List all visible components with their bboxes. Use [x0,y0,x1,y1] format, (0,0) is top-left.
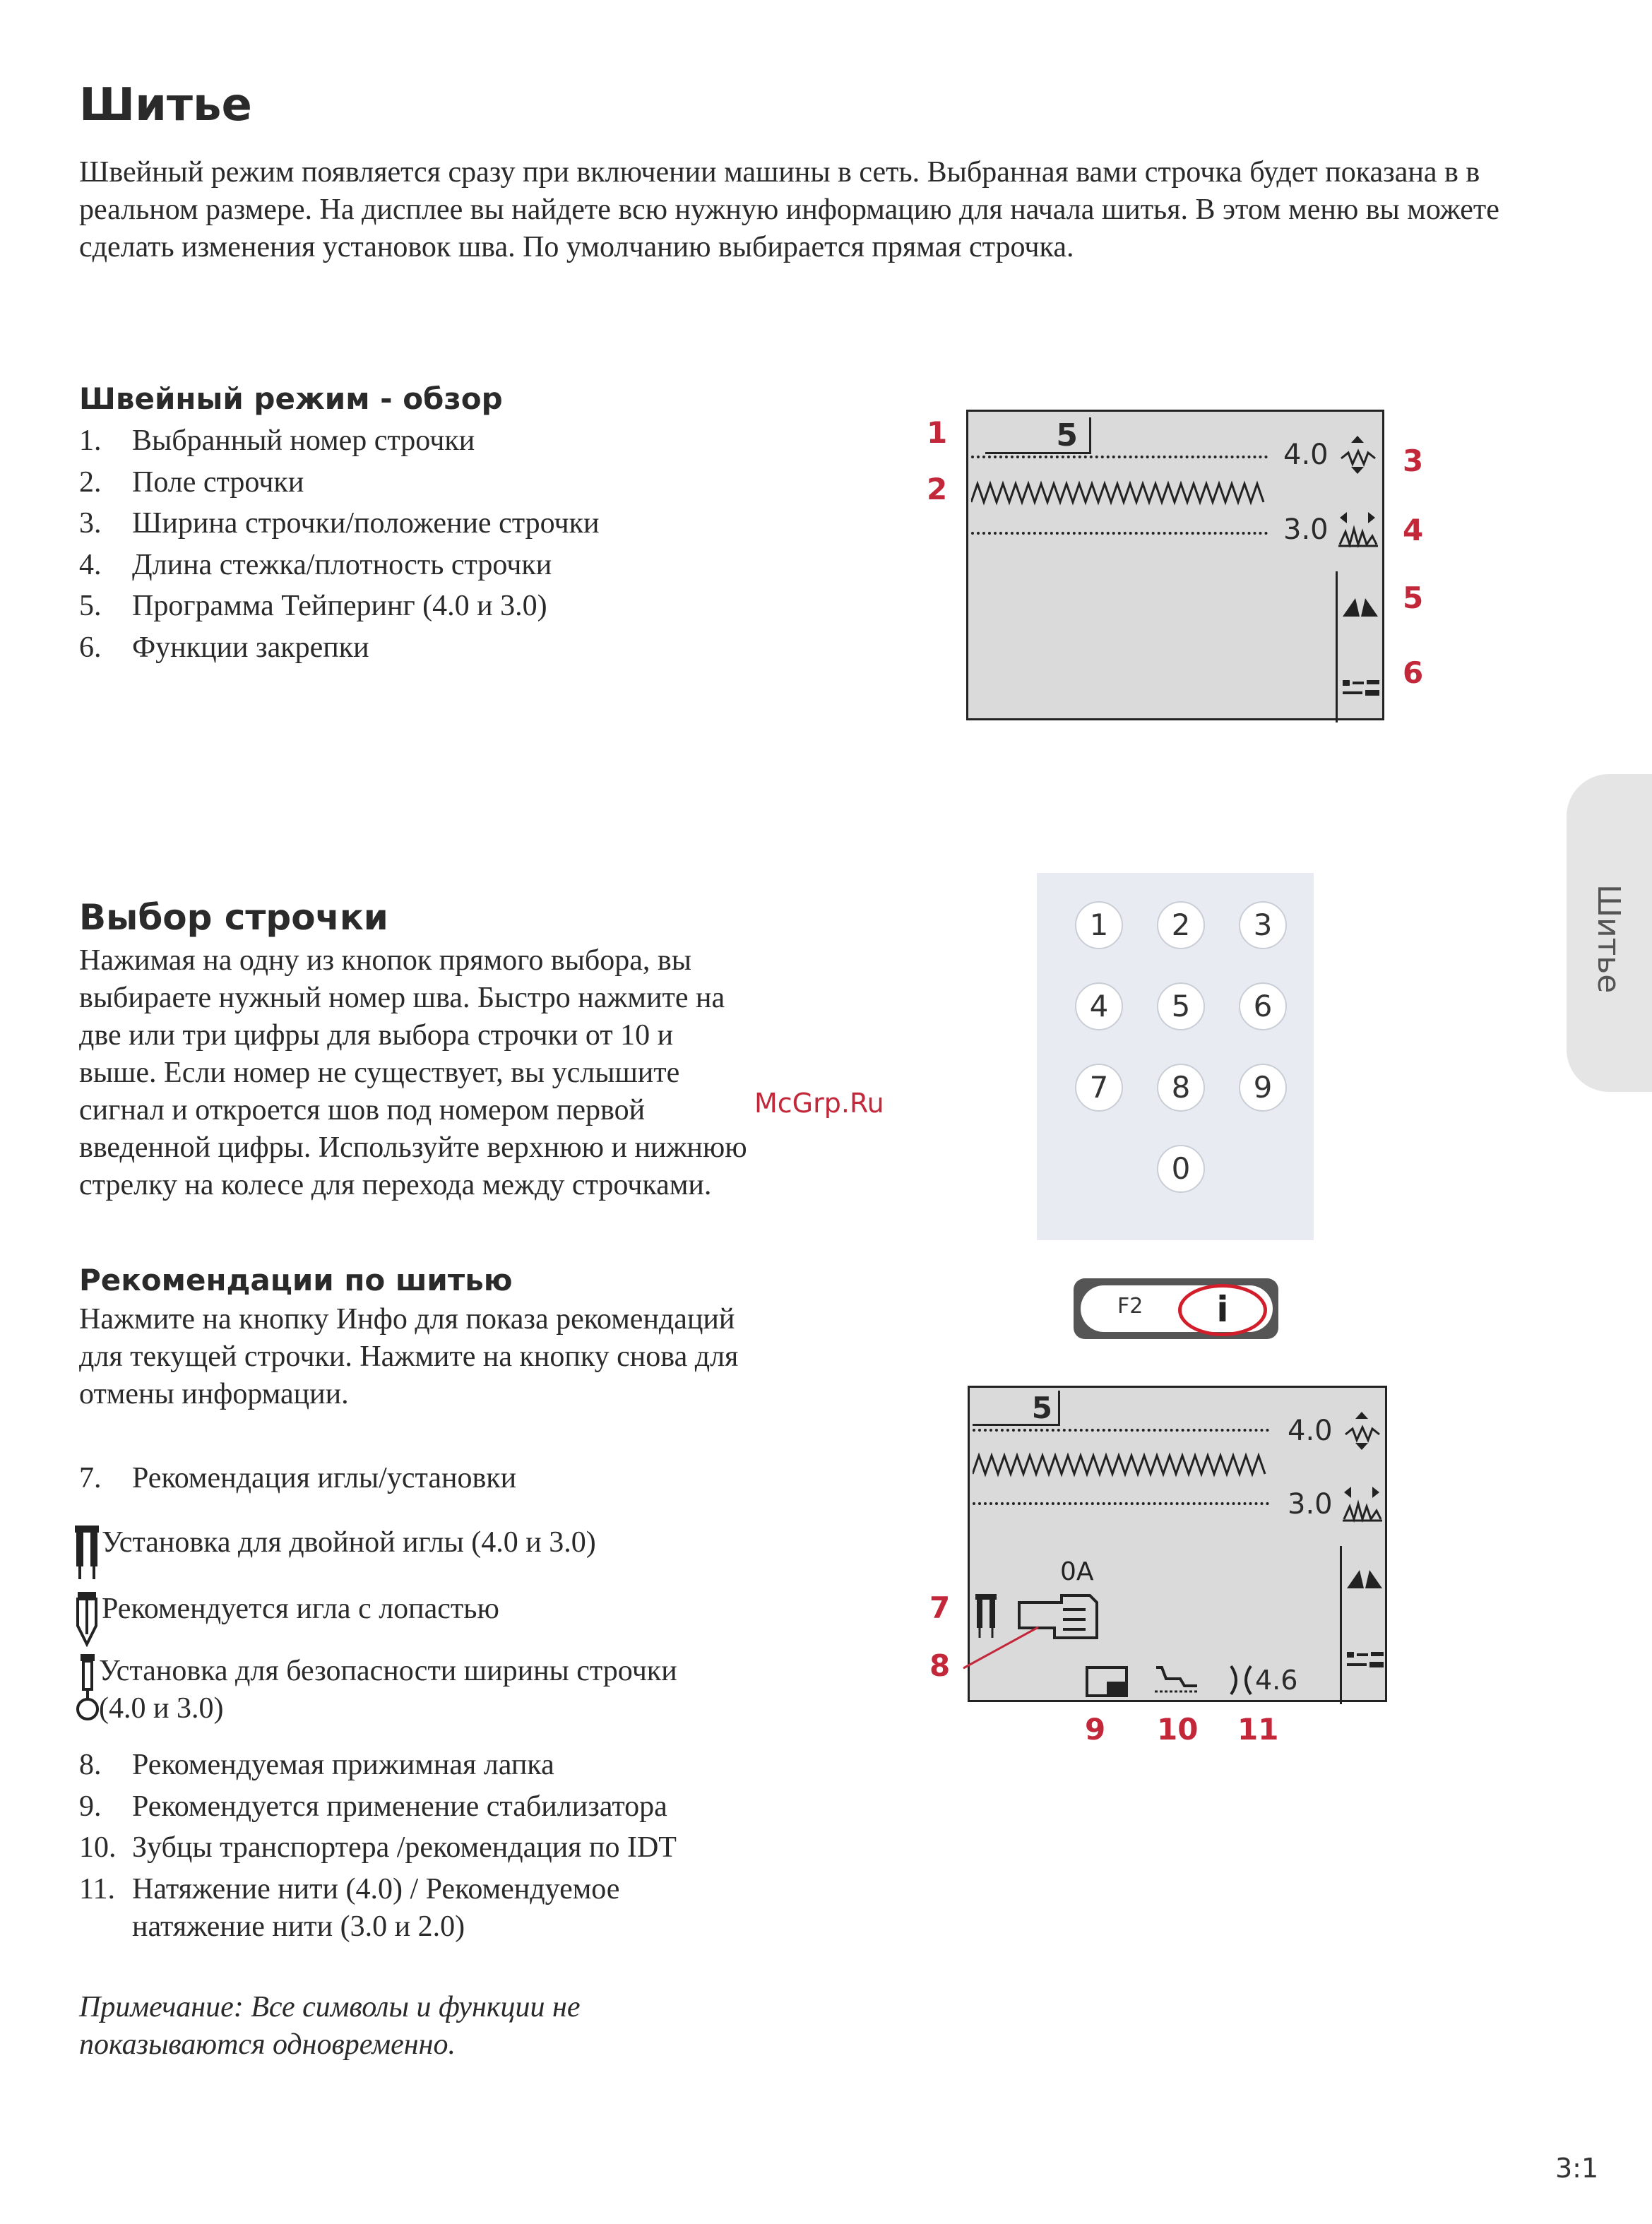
note-text: Примечание: Все символы и функции не показываются одновременно. [79,1991,581,2061]
recommendations-text: Нажмите на кнопку Инфо для показа рекомендаций для текущей строчки. Нажмите на кнопку снова для отмены информации. [79,1303,739,1410]
info-button[interactable] [1178,1284,1267,1336]
key-2[interactable]: 2 [1157,901,1205,949]
key-4[interactable]: 4 [1075,982,1123,1030]
length-density-icon [1341,1482,1384,1525]
key-1[interactable]: 1 [1075,901,1123,949]
side-tab-label: Шитье [1591,884,1627,994]
overview-heading: Швейный режим - обзор [79,381,503,416]
stitch-length-value: 3.0 [1283,513,1329,546]
callout-11: 11 [1237,1712,1279,1747]
width-position-icon [1341,1409,1382,1453]
list-item: 7. Рекомендация иглы/установки [79,1462,517,1494]
callout-1: 1 [927,415,948,450]
page-title: Шитье [79,79,252,131]
list-item: 6. Функции закрепки [79,631,369,664]
selection-text: Нажимая на одну из кнопок прямого выбора, вы выбираете нужный номер шва. Быстро нажмите на две или три цифры для выбора строчки от 10 и выше. Если номер не существует, вы услышите сигнал и откроется шов под номером первой введенной цифры. Используйте верхнюю и нижнюю стрелку на колесе для перехода между строчками. [79,944,747,1201]
feed-dogs-icon [1152,1662,1201,1697]
key-9[interactable]: 9 [1239,1064,1287,1112]
number-keypad [1037,873,1314,1240]
callout-leader-line [961,1624,1045,1674]
stitch-number-box: 5 [985,417,1091,454]
list-item: 3. Ширина строчки/положение строчки [79,507,600,540]
list-item: 10. Зубцы транспортера /рекомендация по IDT [79,1831,677,1864]
key-5[interactable]: 5 [1157,982,1205,1030]
thread-tension-icon [1227,1663,1255,1699]
list-item: 8. Рекомендуемая прижимная лапка [79,1749,554,1781]
callout-3: 3 [1403,444,1424,478]
sewing-display-overview [966,410,1384,720]
callout-7: 7 [929,1590,951,1625]
page-number: 3:1 [1555,2153,1599,2184]
tie-off-icon [1341,674,1382,700]
stitch-width-value: 4.0 [1288,1415,1333,1447]
key-6[interactable]: 6 [1239,982,1287,1030]
f2-button[interactable]: F2 [1117,1294,1143,1319]
list-item: 4. Длина стежка/плотность строчки [79,548,552,581]
list-item: 1. Выбранный номер строчки [79,424,475,457]
overview-list [79,420,856,668]
stitch-number-box: 5 [973,1391,1060,1426]
recommendation-list [79,1744,856,1946]
callout-4: 4 [1403,513,1424,547]
tapering-icon [1341,594,1379,619]
key-7[interactable]: 7 [1075,1064,1123,1112]
stitch-length-value: 3.0 [1288,1488,1333,1521]
list-item: Рекомендуется игла с лопастью [73,1590,499,1647]
callout-8: 8 [929,1648,951,1683]
width-position-icon [1337,433,1378,477]
list-item: Установка для двойной иглы (4.0 и 3.0) [73,1524,596,1581]
key-8[interactable]: 8 [1157,1064,1205,1112]
presser-foot-label: 0A [1060,1557,1094,1586]
length-density-icon [1337,508,1379,550]
stitch-field-zigzag [971,480,1268,508]
list-item: 11. Натяжение нити (4.0) / Рекомендуемое натяжение нити (3.0 и 2.0) [79,1872,620,1943]
info-icon: i [1216,1289,1229,1330]
thread-tension-value: 4.6 [1255,1665,1298,1696]
list-item: Установка для безопасности ширины строчки (4.0 и 3.0) [73,1653,678,1728]
stitch-field-zigzag [973,1451,1269,1480]
intro-paragraph: Швейный режим появляется сразу при включении машины в сеть. Выбранная вами строчка будет показана в в реальном размере. На дисплее вы найдете всю нужную информацию для начала шитья. В этом меню вы можете сделать изменения установок шва. По умолчанию выбирается прямая строчка. [79,156,1499,263]
callout-2: 2 [927,472,948,506]
stitch-width-value: 4.0 [1283,439,1329,471]
stabilizer-icon [1084,1663,1129,1699]
f2-info-panel [1074,1278,1278,1339]
callout-9: 9 [1085,1712,1106,1747]
list-item: 9. Рекомендуется применение стабилизатора [79,1790,667,1823]
selection-heading: Выбор строчки [79,897,388,938]
callout-6: 6 [1403,655,1424,690]
callout-5: 5 [1403,581,1424,615]
list-item: 2. Поле строчки [79,465,304,499]
tie-off-icon [1345,1646,1386,1672]
key-0[interactable]: 0 [1157,1145,1205,1193]
key-3[interactable]: 3 [1239,901,1287,949]
list-item: 5. Программа Тейперинг (4.0 и 3.0) [79,590,547,622]
callout-10: 10 [1157,1712,1199,1747]
recommendations-heading: Рекомендации по шитью [79,1263,513,1297]
watermark: McGrp.Ru [754,1088,884,1119]
tapering-icon [1345,1566,1384,1591]
